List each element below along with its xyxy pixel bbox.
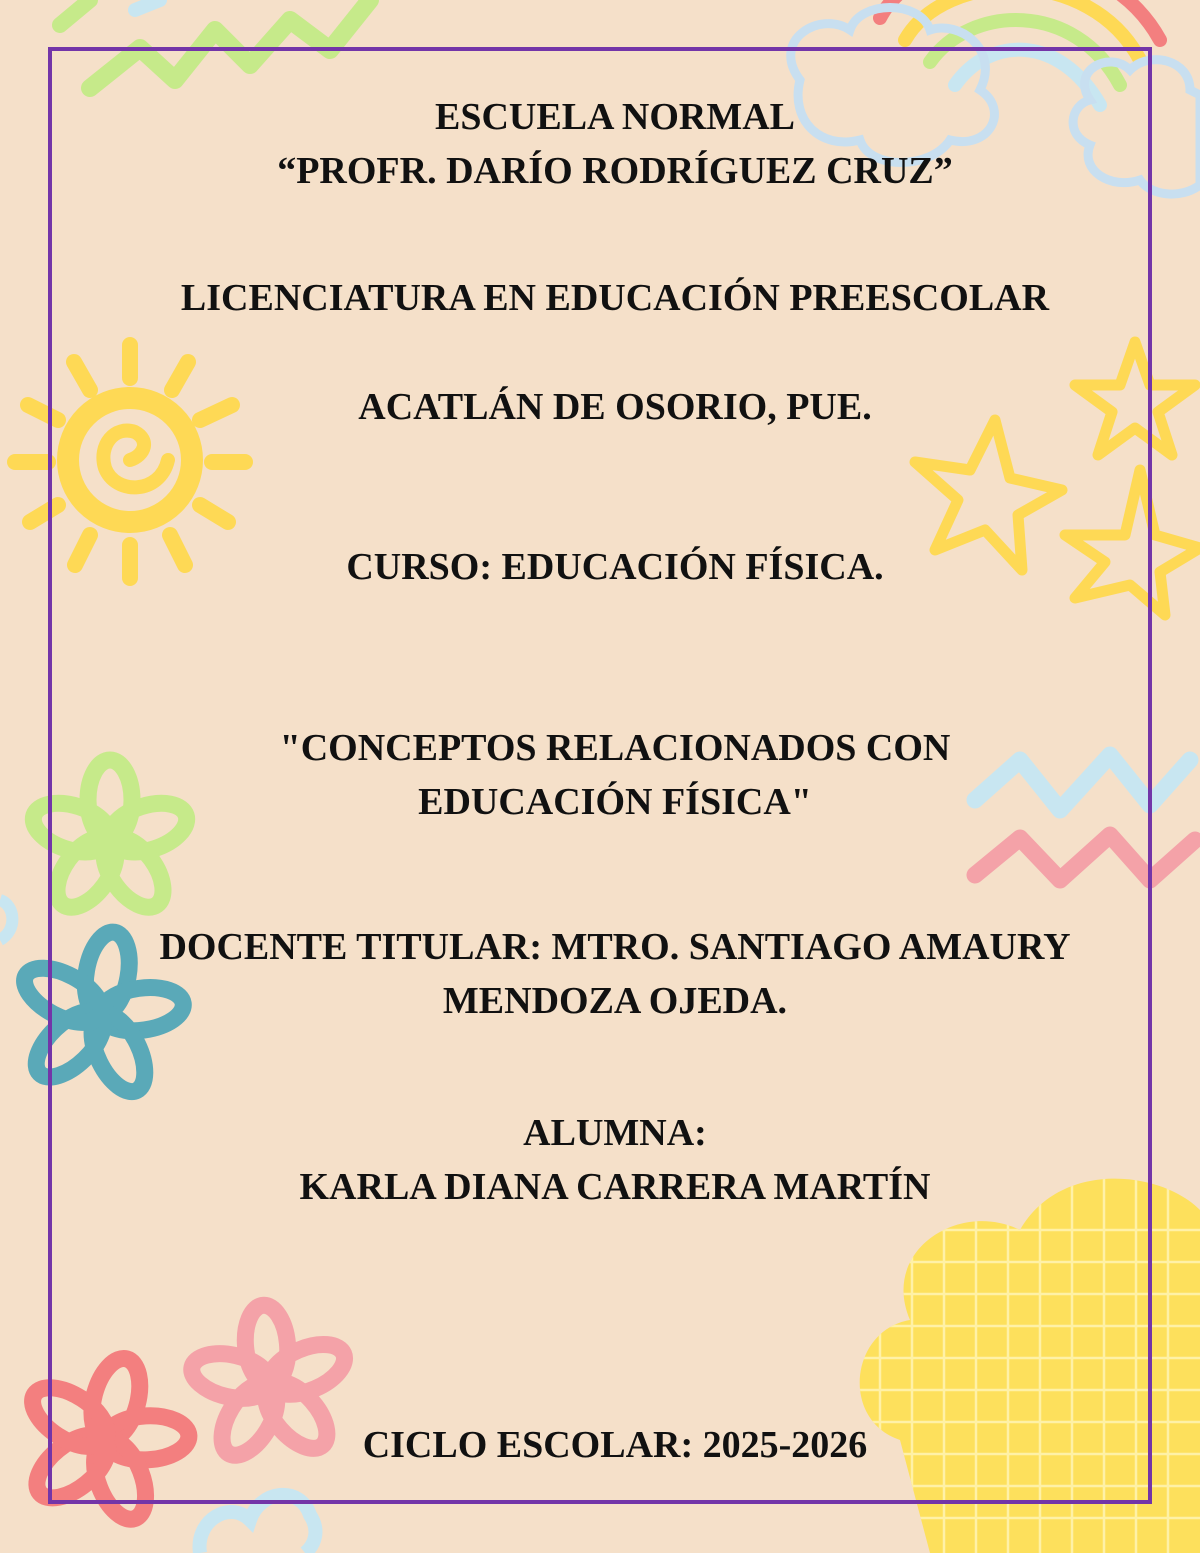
location: ACATLÁN DE OSORIO, PUE. [358, 386, 872, 428]
school-name-line1: ESCUELA NORMAL [435, 96, 795, 138]
document-title-line1: "CONCEPTOS RELACIONADOS CON [279, 727, 951, 769]
document-title-line2: EDUCACIÓN FÍSICA" [418, 781, 812, 823]
teacher-line1: DOCENTE TITULAR: MTRO. SANTIAGO AMAURY [159, 926, 1071, 968]
degree-name: LICENCIATURA EN EDUCACIÓN PREESCOLAR [180, 277, 1050, 319]
student-name: KARLA DIANA CARRERA MARTÍN [299, 1166, 931, 1208]
student-label: ALUMNA: [523, 1112, 707, 1154]
school-name-line2: “PROFR. DARÍO RODRÍGUEZ CRUZ” [277, 150, 953, 192]
school-cycle: CICLO ESCOLAR: 2025-2026 [362, 1424, 868, 1466]
flower-icon [0, 900, 12, 940]
teacher-line2: MENDOZA OJEDA. [442, 980, 788, 1022]
course: CURSO: EDUCACIÓN FÍSICA. [346, 546, 884, 588]
